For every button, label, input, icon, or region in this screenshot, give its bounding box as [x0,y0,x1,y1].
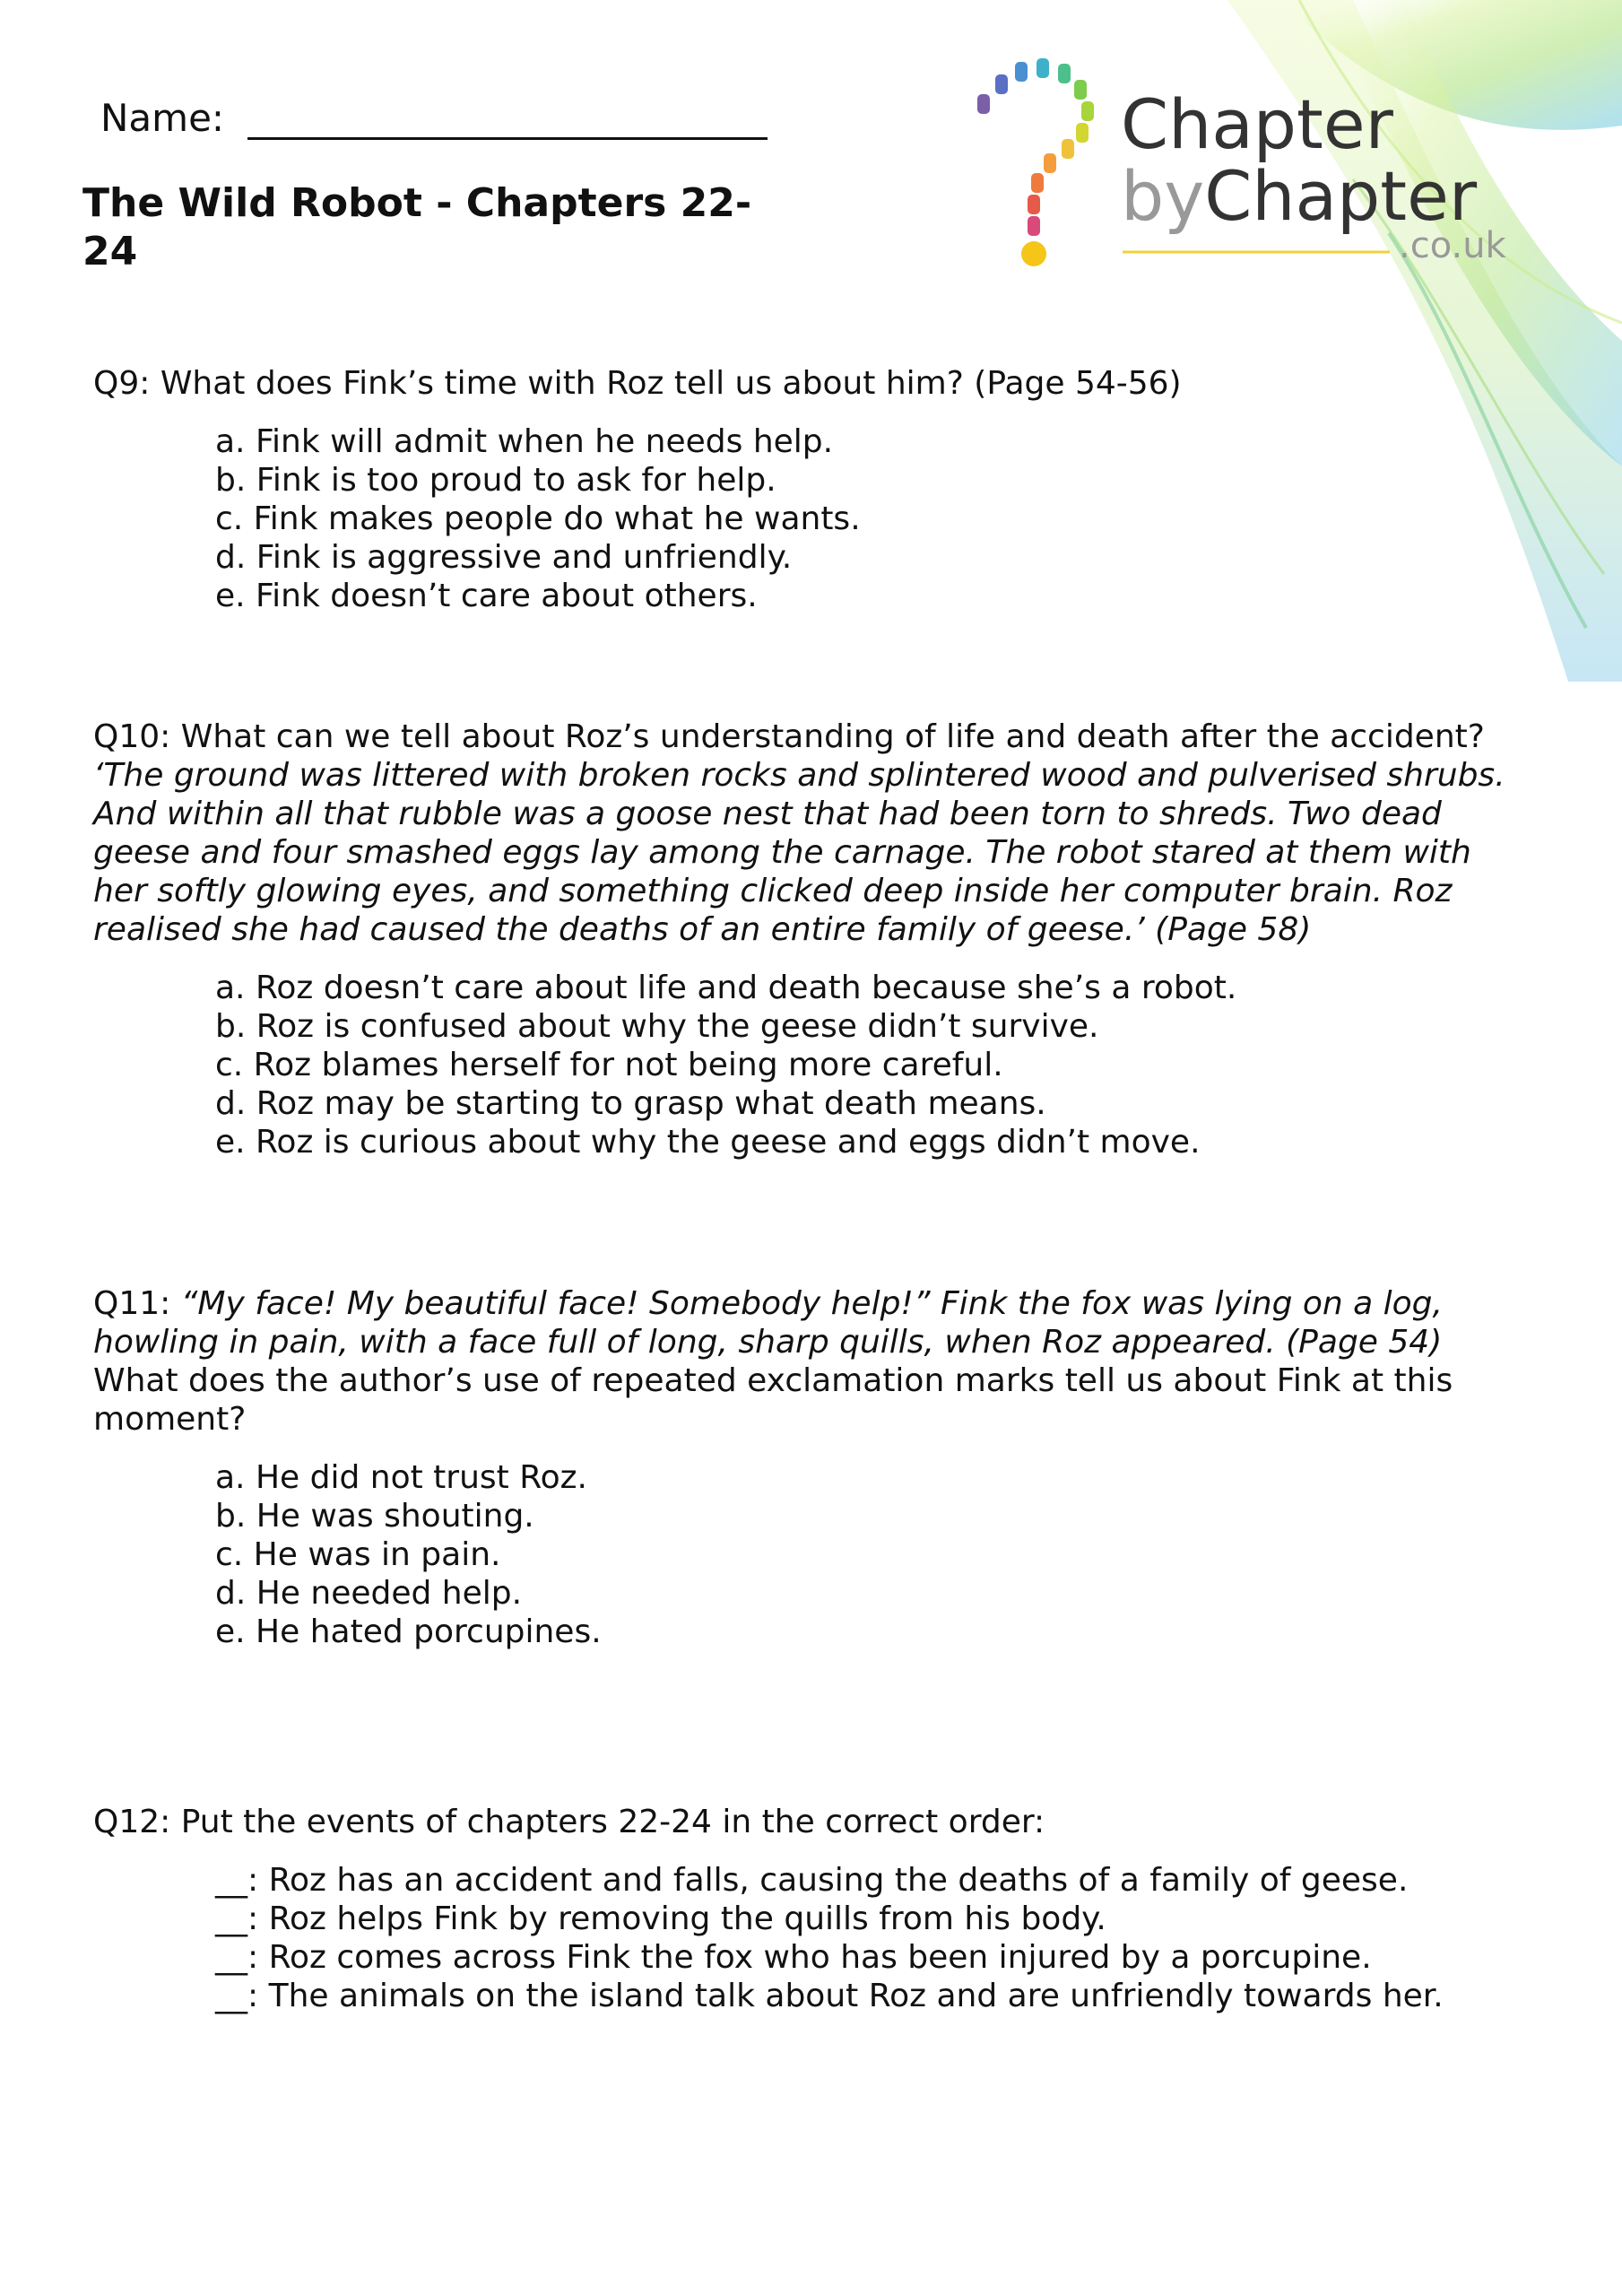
logo-graphic [959,49,1533,318]
name-field[interactable] [247,94,768,140]
logo-chapter: Chapter [1204,156,1478,236]
ordering-items [215,1861,1528,2015]
answer-options [215,1458,1528,1651]
question-10 [93,718,1528,1161]
answer-option[interactable]: d. Fink is aggressive and unfriendly. [215,539,793,576]
book-question-mark-icon [977,58,1094,266]
book-quote: “My face! My beautiful face! Somebody help!” Fink the fox was lying on a log, howling in pain, with a face full of long, sharp quills, when Roz appeared. (Page 54) [93,1285,1443,1361]
ordering-item[interactable]: __: Roz has an accident and falls, causing the deaths of a family of geese. [215,1862,1409,1899]
answer-option[interactable]: a. He did not trust Roz. [215,1459,587,1496]
question-number: Q11: [93,1285,171,1322]
ordering-item[interactable]: __: The animals on the island talk about Roz and are unfriendly towards her. [215,1978,1444,2014]
answer-option[interactable]: e. Fink doesn’t care about others. [215,578,758,614]
name-label: Name: [100,96,225,140]
answer-options [215,969,1528,1161]
question-prompt: Q10: What can we tell about Roz’s understanding of life and death after the accident? [93,718,1485,755]
answer-option[interactable]: d. He needed help. [215,1575,523,1612]
answer-option[interactable]: b. Fink is too proud to ask for help. [215,462,776,499]
answer-option[interactable]: b. Roz is confused about why the geese didn’t survive. [215,1008,1099,1045]
question-prompt: Q12: Put the events of chapters 22-24 in the correct order: [93,1804,1045,1840]
answer-option[interactable]: e. He hated porcupines. [215,1613,602,1650]
book-quote: ‘The ground was littered with broken rocks and splintered wood and pulverised shrubs. And within all that rubble was a goose nest that had been torn to shreds. Two dead geese and four smashed eggs lay among the carnage. The robot stared at them with her softly glowing eyes, and something clicked deep inside her computer brain. Roz realised she had caused the deaths of an entire family of geese.’ (Page 58) [93,757,1505,948]
logo-domain: .co.uk [1399,225,1506,266]
answer-options [215,422,1528,615]
logo-line2 [1121,156,1478,236]
answer-option[interactable]: d. Roz may be starting to grasp what death means. [215,1085,1046,1122]
page-title: The Wild Robot - Chapters 22-24 [82,180,752,274]
answer-option[interactable]: a. Roz doesn’t care about life and death because she’s a robot. [215,970,1237,1006]
answer-option[interactable]: a. Fink will admit when he needs help. [215,423,834,460]
chapter-by-chapter-logo [959,49,1533,318]
logo-by: by [1121,156,1205,236]
question-11 [93,1284,1528,1651]
answer-option[interactable]: c. He was in pain. [215,1536,501,1573]
answer-option[interactable]: c. Fink makes people do what he wants. [215,500,861,537]
question-sub-prompt: What does the author’s use of repeated exclamation marks tell us about Fink at this moment? [93,1362,1453,1438]
answer-option[interactable]: e. Roz is curious about why the geese and eggs didn’t move. [215,1124,1201,1161]
logo-line1: Chapter [1121,84,1393,164]
question-9 [93,364,1528,615]
answer-option[interactable]: c. Roz blames herself for not being more careful. [215,1047,1003,1083]
answer-option[interactable]: b. He was shouting. [215,1498,534,1535]
ordering-item[interactable]: __: Roz comes across Fink the fox who has been injured by a porcupine. [215,1939,1372,1976]
question-prompt [93,1284,1528,1361]
question-12 [93,1803,1528,2015]
ordering-item[interactable]: __: Roz helps Fink by removing the quills from his body. [215,1900,1106,1937]
name-row [100,94,768,140]
question-prompt: Q9: What does Fink’s time with Roz tell us about him? (Page 54-56) [93,365,1182,402]
